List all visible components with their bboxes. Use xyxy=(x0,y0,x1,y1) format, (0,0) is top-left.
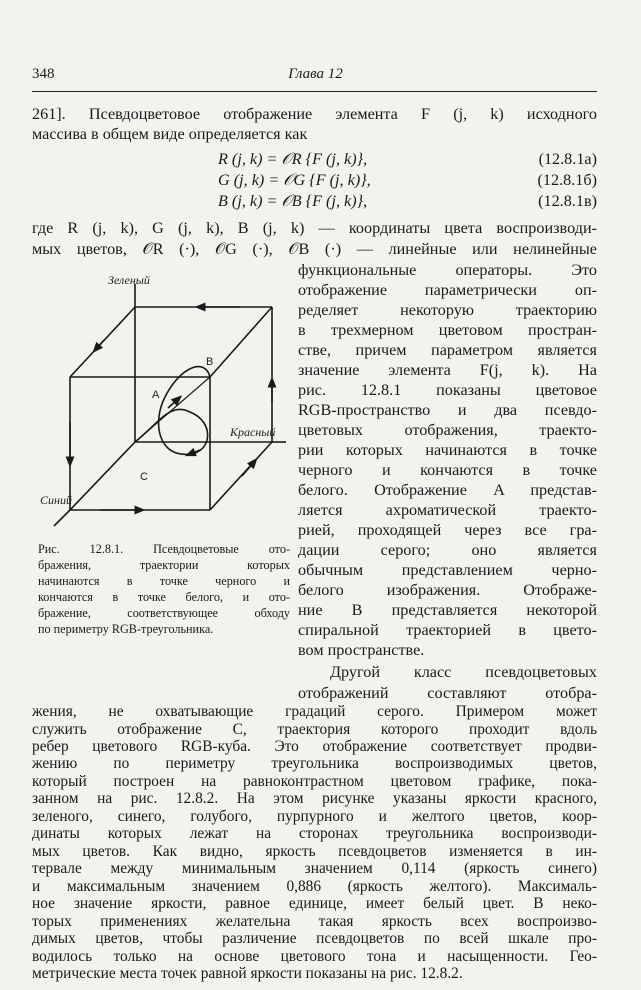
text-line: который построен на равноконтрастном цветовом графике, пока- xyxy=(32,772,597,790)
text-line: ределяет некоторую траекторию xyxy=(298,301,597,319)
text-line: мых цветов, 𝒪R (·), 𝒪G (·), 𝒪B (·) — линейные или нелинейные xyxy=(32,240,597,258)
text-line: рис. 12.8.1 показаны цветовое xyxy=(298,381,597,399)
text-line: рией, проходящей через все гра- xyxy=(298,521,597,539)
text-line: ляется ахроматической траекто- xyxy=(298,501,597,519)
arrow-c xyxy=(242,462,254,476)
text-line: ребер цветового RGB-куба. Это отображение соответствует продви- xyxy=(32,737,597,755)
text-line: димых цветов, чтобы различение псевдоцветов по всей шкале про- xyxy=(32,930,597,948)
text-line: жения, не охватывающие градаций серого. Примером может xyxy=(32,703,597,720)
axis-blue-line xyxy=(54,510,70,526)
caption-line: начинаются в точке черного и xyxy=(38,574,290,588)
equation-b: B (j, k) = 𝒪B {F (j, k)}, xyxy=(218,192,368,210)
text-line: функциональные операторы. Это xyxy=(298,261,597,279)
text-line: где R (j, k), G (j, k), B (j, k) — координаты цвета воспроизводи- xyxy=(32,219,597,237)
point-c-label: C xyxy=(140,471,148,483)
text-line: белого. Отображение A представ- xyxy=(298,481,597,499)
text-line: обычным представлением черно- xyxy=(298,561,597,579)
cube-edge xyxy=(210,307,272,377)
cube-edge xyxy=(210,442,272,510)
text-line: Другой класс псевдоцветовых xyxy=(330,663,597,681)
text-line: ное значение яркости, равное единице, имеет белый цвет. В неко- xyxy=(32,895,597,913)
text-line: занном на рис. 12.8.2. На этом рисунке указаны яркости красного, xyxy=(32,790,597,808)
axis-blue-label: Синий xyxy=(40,493,72,507)
arrow-c xyxy=(96,340,104,349)
equation-number: (12.8.1б) xyxy=(537,171,597,189)
caption-line: бражения, траектории которых xyxy=(38,558,290,572)
running-header xyxy=(32,66,599,90)
text-line: цветовых отображения, траекто- xyxy=(298,421,597,439)
figure-rgb-cube xyxy=(40,272,290,532)
chapter-title: Глава 12 xyxy=(288,66,343,82)
text-line: в трехмерном цветовом простран- xyxy=(298,321,597,339)
equation-number: (12.8.1а) xyxy=(538,150,597,168)
text-line: и максимальным значением 0,886 (яркость желтого). Максималь- xyxy=(32,877,597,895)
text-line: зеленого, синего, голубого, пурпурного и желтого цветов, коор- xyxy=(32,807,597,825)
trajectory-b xyxy=(135,367,210,455)
text-line: стве, причем параметром является xyxy=(298,341,597,359)
caption-line: по периметру RGB-треугольника. xyxy=(38,622,214,636)
text-line: динаты которых лежат на сторонах треугольника воспроизводи- xyxy=(32,825,597,843)
axis-green-label: Зеленый xyxy=(108,273,150,287)
point-a-label: A xyxy=(152,389,160,401)
text-line: спиральной траекторией в цвето- xyxy=(298,621,597,639)
caption-line: Рис. 12.8.1. Псевдоцветовые ото- xyxy=(38,542,290,556)
text-line: черного и кончаются в точке xyxy=(298,461,597,479)
page-number: 348 xyxy=(32,66,55,82)
text-line: водилось только на основе цветового тона и насыщенности. Гео- xyxy=(32,947,597,965)
caption-line: кончаются в точке белого, и ото- xyxy=(38,590,290,604)
text-line: метрические места точек равной яркости показаны на рис. 12.8.2. xyxy=(32,965,463,982)
text-line: жению по периметру треугольника воспроизводимых цветов, xyxy=(32,755,597,773)
text-line: белого изображения. Отображе- xyxy=(298,581,597,599)
cube-edge xyxy=(70,442,135,510)
equation-number: (12.8.1в) xyxy=(538,192,597,210)
text-line: отображение параметрически оп- xyxy=(298,281,597,299)
equation-g: G (j, k) = 𝒪G {F (j, k)}, xyxy=(218,171,371,189)
text-line: вом пространстве. xyxy=(298,641,425,659)
equation-r: R (j, k) = 𝒪R {F (j, k)}, xyxy=(218,150,368,168)
text-line: торых применениях желательна такая яркость всех воспроизво- xyxy=(32,912,597,930)
text-line: ние B представляется некоторой xyxy=(298,601,597,619)
caption-line: бражение, соответствующее обходу xyxy=(38,606,290,620)
text-line: значение элемента F(j, k). На xyxy=(298,361,597,379)
text-line: мых цветов. Как видно, яркость псевдоцветов изменяется в ин- xyxy=(32,842,597,860)
text-line: тервале между минимальным значением 0,114 (яркость синего) xyxy=(32,860,597,878)
text-line: отображений составляют отобра- xyxy=(298,684,597,702)
header-rule xyxy=(32,91,597,92)
point-b-label: B xyxy=(206,356,214,368)
text-line: рии которых начинаются в точке xyxy=(298,441,597,459)
text-line: служить отображение C, траектория которого проходит вдоль xyxy=(32,720,597,738)
axis-red-label: Красный xyxy=(230,425,276,439)
text-line: массива в общем виде определяется как xyxy=(32,125,308,143)
text-line: дации серого; оно является xyxy=(298,541,597,559)
text-line: RGB-пространство и два псевдо- xyxy=(298,401,597,419)
text-line: 261]. Псевдоцветовое отображение элемента F (j, k) исходного xyxy=(32,105,597,123)
